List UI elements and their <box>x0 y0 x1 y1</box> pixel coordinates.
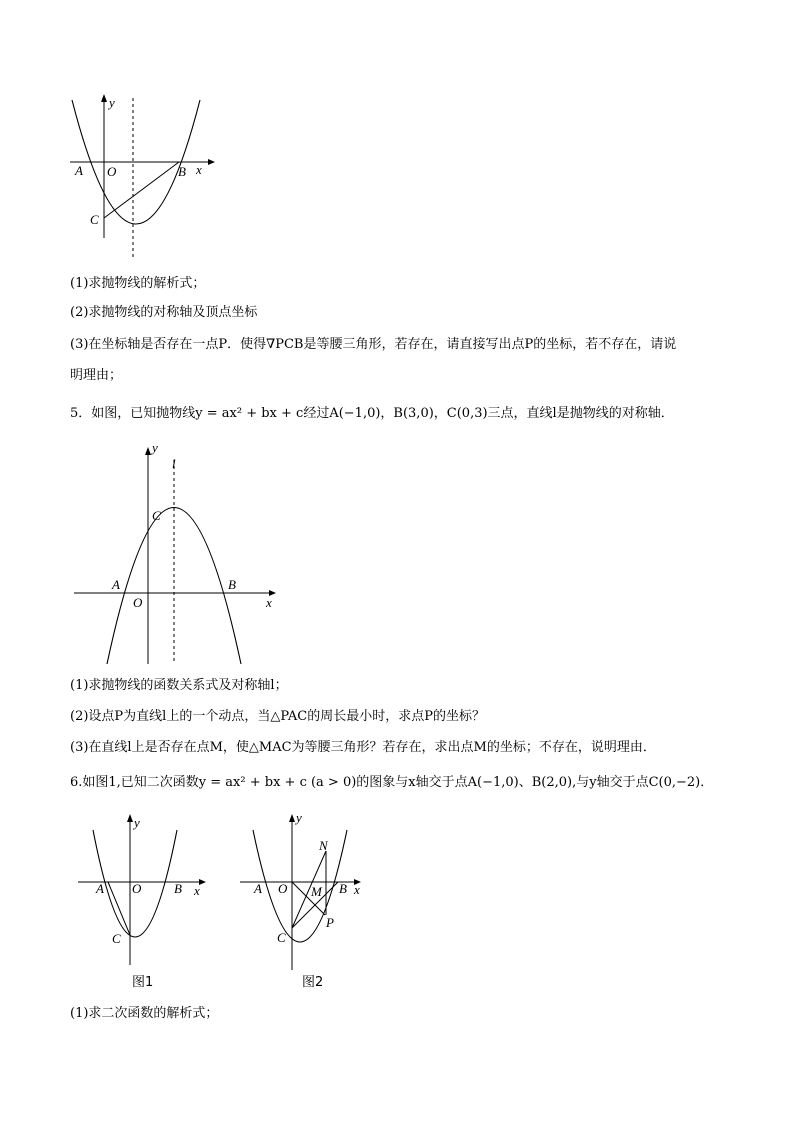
figure-q4 <box>60 90 220 265</box>
label-a: A <box>254 881 262 896</box>
label-n: N <box>319 838 328 853</box>
label-b: B <box>178 164 186 179</box>
label-y: y <box>134 815 140 830</box>
figure-q6-1 <box>70 810 215 970</box>
label-x: x <box>196 162 202 177</box>
q5-stem: 5．如图，已知抛物线y = ax² + bx + c经过A(−1,0)，B(3,0)，C(0,3)三点，直线l是抛物线的对称轴． <box>70 406 674 421</box>
figure-q6-1-svg <box>70 810 215 970</box>
figure-q4-svg <box>60 90 220 265</box>
figure-q6-2 <box>235 810 375 970</box>
x-axis-arrow <box>208 159 215 165</box>
label-l: l <box>172 456 176 471</box>
y-axis-arrow <box>289 814 295 822</box>
q5-part2: (2)设点P为直线l上的一个动点，当△PAC的周长最小时，求点P的坐标？ <box>70 709 485 724</box>
label-b: B <box>339 881 347 896</box>
x-axis-arrow <box>199 879 206 885</box>
segment-ac <box>108 882 130 935</box>
label-b: B <box>174 881 182 896</box>
figure-1-caption: 图1 <box>132 975 154 990</box>
label-o: O <box>278 881 288 896</box>
q4-part3-line1: (3)在坐标轴是否存在一点P．使得∇PCB是等腰三角形，若存在，请直接写出点P的坐标，若不存在，请说 <box>70 337 677 352</box>
label-o: O <box>133 595 143 610</box>
y-axis-arrow <box>145 447 151 455</box>
figure-q5-svg <box>70 435 285 670</box>
figure-q5 <box>70 435 285 670</box>
q4-part2: (2)求抛物线的对称轴及顶点坐标 <box>70 305 258 320</box>
label-a: A <box>96 881 104 896</box>
label-y: y <box>109 95 115 110</box>
label-x: x <box>354 882 360 897</box>
label-o: O <box>132 881 142 896</box>
label-x: x <box>194 883 200 898</box>
figure-2-caption: 图2 <box>302 975 324 990</box>
label-c: C <box>152 508 161 523</box>
q5-part1: (1)求抛物线的函数关系式及对称轴l； <box>70 678 288 693</box>
label-a: A <box>75 163 83 178</box>
figure-q6-2-svg <box>235 810 375 970</box>
label-c: C <box>277 930 286 945</box>
label-y: y <box>152 440 158 455</box>
y-axis-arrow <box>127 814 133 822</box>
q5-part3: (3)在直线l上是否存在点M，使△MAC为等腰三角形？若存在，求出点M的坐标；不存在，说明理由． <box>70 740 656 755</box>
label-c: C <box>90 212 99 227</box>
label-a: A <box>112 577 120 592</box>
q4-part3-line2: 明理由； <box>70 368 123 383</box>
label-x: x <box>266 595 272 610</box>
q4-part1: (1)求抛物线的解析式； <box>70 276 206 291</box>
label-c: C <box>112 931 121 946</box>
y-axis-arrow <box>101 94 107 102</box>
label-p: P <box>326 915 334 930</box>
label-m: M <box>311 884 322 899</box>
q6-stem: 6.如图1,已知二次函数y = ax² + bx + c (a > 0)的图象与x轴交于点A(−1,0)、B(2,0),与y轴交于点C(0,−2)． <box>70 775 714 790</box>
label-b: B <box>228 577 236 592</box>
label-o: O <box>107 164 117 179</box>
q6-part1: (1)求二次函数的解析式； <box>70 1006 219 1021</box>
label-y: y <box>296 810 302 825</box>
